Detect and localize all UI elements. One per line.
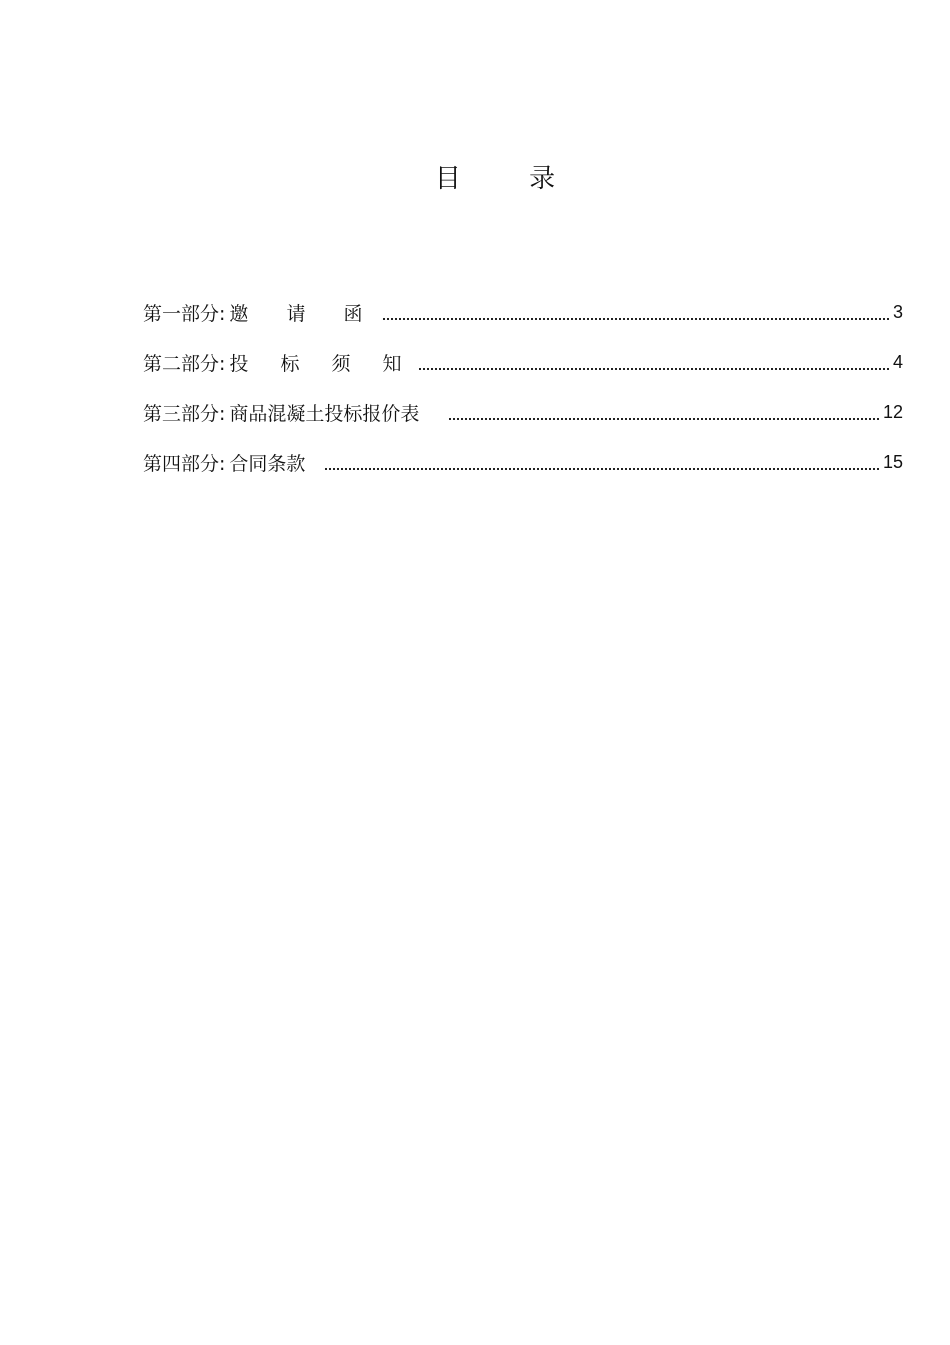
toc-page-number: 12 bbox=[882, 401, 903, 422]
toc-section-title: 投 标 须 知 bbox=[229, 352, 415, 375]
toc-page-number: 15 bbox=[882, 451, 903, 472]
toc-part-label: 第一部分: bbox=[143, 302, 226, 325]
toc-part-label: 第二部分: bbox=[143, 352, 226, 375]
toc-part-label: 第三部分: bbox=[143, 402, 226, 425]
toc-section-title: 合同条款 bbox=[229, 452, 306, 475]
toc-entry[interactable] bbox=[143, 437, 903, 487]
toc-section-title: 商品混凝土投标报价表 bbox=[229, 402, 420, 425]
toc-entry[interactable] bbox=[143, 337, 903, 387]
toc-page-number: 3 bbox=[892, 301, 903, 322]
table-of-contents bbox=[143, 287, 903, 487]
toc-dot-leader bbox=[449, 417, 879, 420]
toc-entry[interactable] bbox=[143, 387, 903, 437]
toc-section-title: 邀 请 函 bbox=[229, 302, 379, 325]
toc-part-label: 第四部分: bbox=[143, 452, 226, 475]
toc-entry[interactable] bbox=[143, 287, 903, 337]
toc-dot-leader bbox=[419, 367, 889, 370]
page-title: 目 录 bbox=[434, 164, 586, 194]
toc-page-number: 4 bbox=[892, 351, 903, 372]
toc-dot-leader bbox=[383, 317, 889, 320]
toc-dot-leader bbox=[325, 467, 879, 470]
